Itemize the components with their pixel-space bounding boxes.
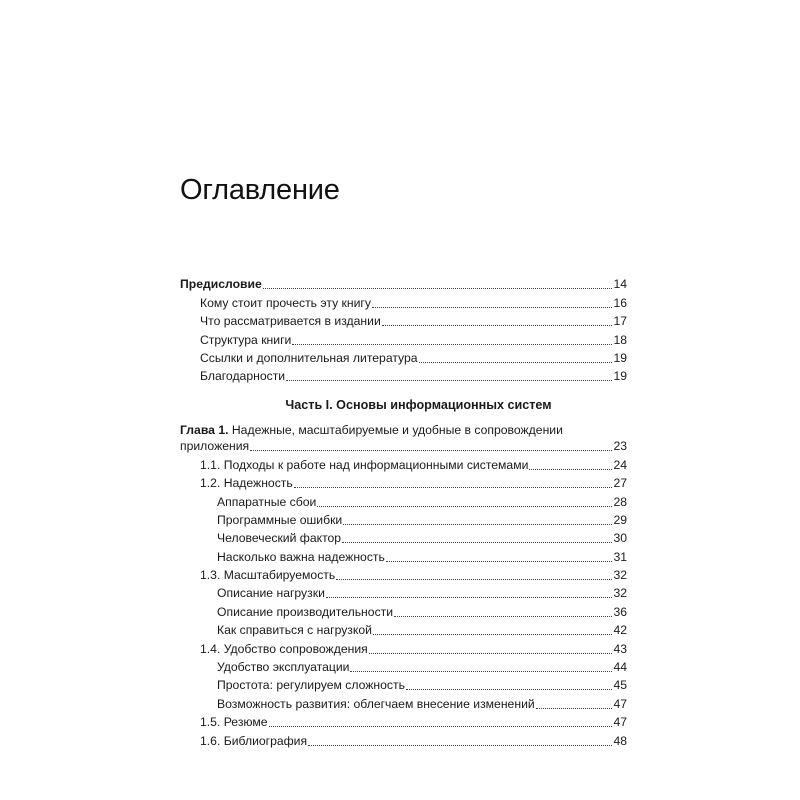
toc-entry-page: 14 xyxy=(613,277,627,292)
toc-entry-title: 1.6. Библиография xyxy=(200,733,308,748)
toc-entry-chapter[interactable] xyxy=(180,438,627,454)
toc-entry-title: Аппаратные сбои xyxy=(217,494,317,509)
toc-entry-page: 32 xyxy=(613,568,627,583)
toc-entry[interactable] xyxy=(180,693,627,711)
toc-entry-page: 19 xyxy=(613,350,627,365)
chapter-title-continued: приложения xyxy=(180,439,250,454)
dot-leader xyxy=(326,593,613,598)
toc-entry[interactable] xyxy=(180,657,627,675)
toc-entry-page: 30 xyxy=(613,531,627,546)
toc-entry-page: 27 xyxy=(613,476,627,491)
toc-entry[interactable] xyxy=(180,454,627,472)
toc-entry-page: 28 xyxy=(613,494,627,509)
dot-leader xyxy=(263,284,613,289)
toc-entry-page: 19 xyxy=(613,369,627,384)
dot-leader xyxy=(317,502,612,507)
toc-entry-title: Кому стоит прочесть эту книгу xyxy=(200,295,371,310)
dot-leader xyxy=(419,358,613,363)
toc-entry-title: 1.5. Резюме xyxy=(200,715,268,730)
toc-entry[interactable] xyxy=(180,528,627,546)
toc-entry-page: 29 xyxy=(613,512,627,527)
toc-entry[interactable] xyxy=(180,348,627,366)
toc-entry-preface[interactable] xyxy=(180,274,627,292)
toc-entry[interactable] xyxy=(180,491,627,509)
toc-entry-title: Благодарности xyxy=(200,369,286,384)
dot-leader xyxy=(292,340,612,345)
toc-entry-page: 48 xyxy=(613,733,627,748)
toc-entry-title: Как справиться с нагрузкой xyxy=(217,623,372,638)
toc-entry[interactable] xyxy=(180,730,627,748)
chapter-label: Глава 1. xyxy=(180,423,229,438)
toc-entry-title: Ссылки и дополнительная литература xyxy=(200,350,418,365)
dot-leader xyxy=(308,741,612,746)
chapter-title: Надежные, масштабируемые и удобные в сопровождении xyxy=(231,423,563,438)
toc-entry[interactable] xyxy=(180,546,627,564)
dot-leader xyxy=(269,722,613,727)
chapter-heading[interactable] xyxy=(180,423,627,438)
toc-entry-page: 24 xyxy=(613,457,627,472)
page-title: Оглавление xyxy=(180,174,340,206)
toc-entry[interactable] xyxy=(180,366,627,384)
dot-leader xyxy=(386,557,613,562)
toc-entry-page: 18 xyxy=(613,332,627,347)
toc-entry-title: Описание производительности xyxy=(217,604,394,619)
dot-leader xyxy=(343,520,612,525)
toc-entry-page: 43 xyxy=(613,641,627,656)
toc-entry-page: 32 xyxy=(613,586,627,601)
toc-entry[interactable] xyxy=(180,510,627,528)
dot-leader xyxy=(250,446,612,451)
dot-leader xyxy=(529,465,612,470)
toc-entry-title: Удобство эксплуатации xyxy=(217,660,350,675)
toc-entry-title: Описание нагрузки xyxy=(217,586,325,601)
dot-leader xyxy=(369,649,613,654)
dot-leader xyxy=(373,630,612,635)
dot-leader xyxy=(394,612,612,617)
toc-entry-page: 44 xyxy=(613,660,627,675)
dot-leader xyxy=(406,685,613,690)
toc-entry-page: 47 xyxy=(613,696,627,711)
toc-entry[interactable] xyxy=(180,583,627,601)
toc-entry[interactable] xyxy=(180,601,627,619)
toc-entry-title: 1.1. Подходы к работе над информационными системами xyxy=(200,457,529,472)
part-heading: Часть I. Основы информационных систем xyxy=(285,398,552,413)
toc-entry[interactable] xyxy=(180,638,627,656)
toc-entry[interactable] xyxy=(180,311,627,329)
toc-entry[interactable] xyxy=(180,675,627,693)
toc-entry-page: 16 xyxy=(613,295,627,310)
toc-entry-title: Возможность развития: облегчаем внесение изменений xyxy=(217,696,535,711)
toc-entry-title: Предисловие xyxy=(180,277,262,292)
toc-entry-title: 1.3. Масштабируемость xyxy=(200,568,336,583)
toc-entry[interactable] xyxy=(180,620,627,638)
toc-entry[interactable] xyxy=(180,565,627,583)
toc-entry-title: 1.4. Удобство сопровождения xyxy=(200,641,368,656)
toc-entry-page: 42 xyxy=(613,623,627,638)
toc-entry[interactable] xyxy=(180,329,627,347)
toc-entry[interactable] xyxy=(180,292,627,310)
toc-entry[interactable] xyxy=(180,712,627,730)
toc-entry-page: 47 xyxy=(613,715,627,730)
toc-entry[interactable] xyxy=(180,473,627,491)
dot-leader xyxy=(342,538,612,543)
toc-entry-page: 23 xyxy=(613,439,627,454)
dot-leader xyxy=(350,667,612,672)
toc-entry-page: 36 xyxy=(613,604,627,619)
toc-entry-title: Что рассматривается в издании xyxy=(200,314,381,329)
toc-entry-title: Программные ошибки xyxy=(217,512,343,527)
dot-leader xyxy=(536,704,613,709)
toc-entry-page: 31 xyxy=(613,549,627,564)
table-of-contents xyxy=(180,274,627,749)
dot-leader xyxy=(382,321,613,326)
dot-leader xyxy=(286,376,612,381)
toc-entry-page: 45 xyxy=(613,678,627,693)
toc-entry-title: Простота: регулируем сложность xyxy=(217,678,405,693)
toc-entry-title: Человеческий фактор xyxy=(217,531,342,546)
toc-entry-page: 17 xyxy=(613,314,627,329)
dot-leader xyxy=(336,575,612,580)
dot-leader xyxy=(294,483,613,488)
toc-entry-title: 1.2. Надежность xyxy=(200,476,293,491)
toc-entry-title: Насколько важна надежность xyxy=(217,549,385,564)
toc-entry-title: Структура книги xyxy=(200,332,292,347)
dot-leader xyxy=(372,303,612,308)
